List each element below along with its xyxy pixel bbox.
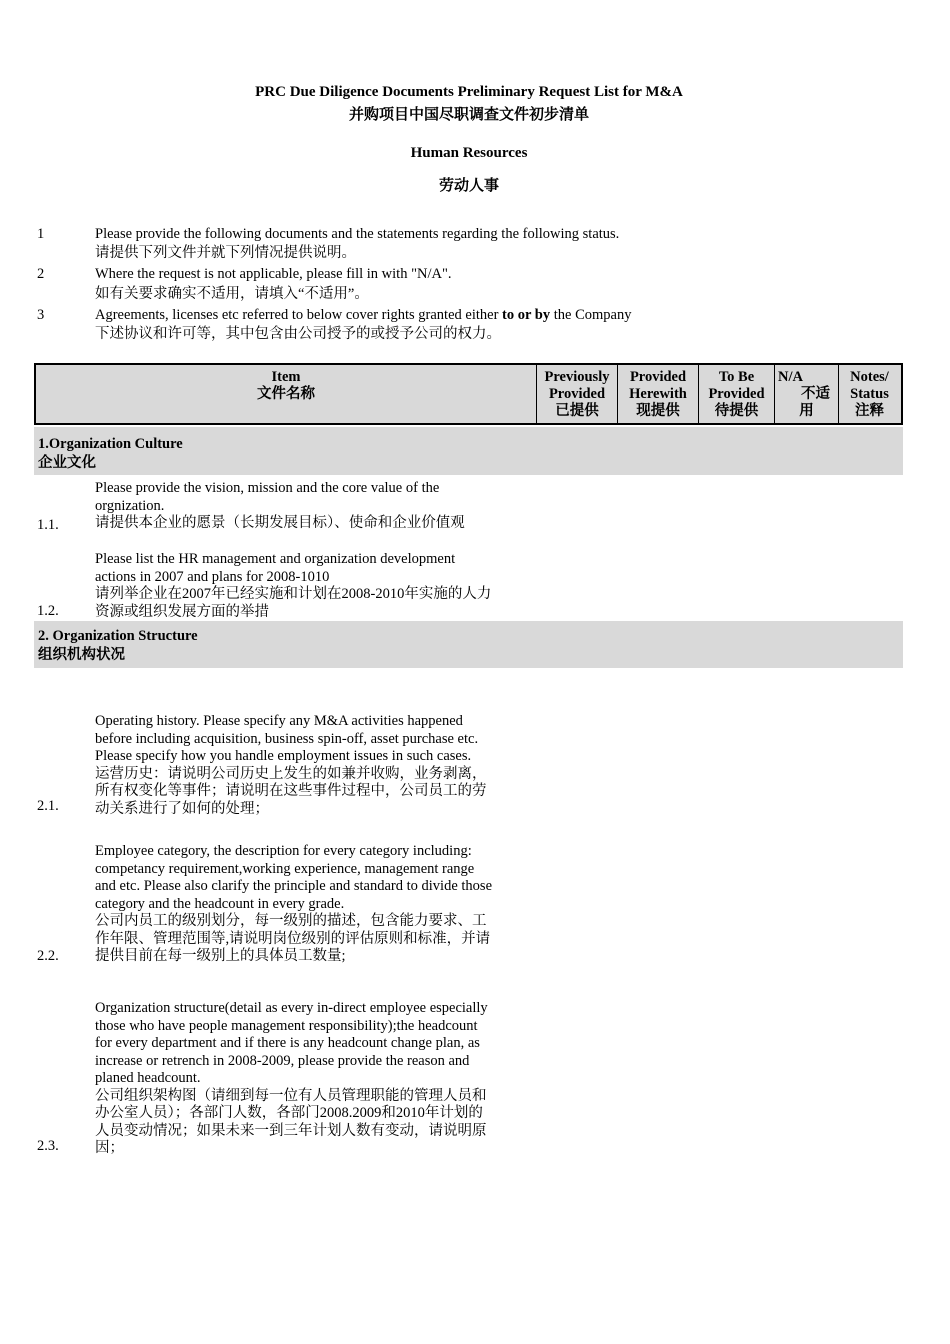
instruction-text: Please provide the following documents and the statements regarding the following status.	[95, 226, 620, 242]
header-label: To Be	[718, 369, 755, 385]
header-label-cn: 待提供	[714, 403, 759, 419]
header-previously-provided	[536, 365, 617, 423]
item-line-cn: 公司组织架构图（请细到每一位有人员管理职能的管理人员和	[95, 1087, 487, 1104]
item-line-cn: 人员变动情况；如果未来一到三年计划人数有变动，请说明原	[95, 1122, 487, 1139]
section-title-cn: 企业文化	[38, 455, 96, 471]
header-label: Status	[850, 386, 889, 402]
instruction-number: 3	[37, 307, 45, 323]
item-line: planed headcount.	[95, 1070, 201, 1086]
item-number: 2.2.	[37, 948, 59, 964]
section-title: 1.Organization Culture	[38, 436, 183, 452]
section-title-cn: 组织机构状况	[38, 647, 125, 663]
item-number: 2.1.	[37, 798, 59, 814]
instruction-number: 2	[37, 266, 45, 282]
section-row	[34, 621, 903, 668]
header-label: Notes/	[850, 369, 889, 385]
item-line: actions in 2007 and plans for 2008-1010	[95, 568, 330, 585]
header-label-cn: 不适	[801, 386, 830, 402]
header-item	[36, 365, 536, 423]
item-line: increase or retrench in 2008-2009, please provide the reason and	[95, 1052, 470, 1069]
header-provided-herewith	[617, 365, 698, 423]
section-title: 2. Organization Structure	[38, 628, 198, 644]
header-label: Provided	[548, 386, 606, 402]
header-na	[774, 365, 838, 423]
section-heading-cn: 劳动人事	[438, 178, 499, 194]
header-label-cn: 已提供	[555, 403, 599, 419]
item-line-cn: 办公室人员）；各部门人数，各部门2008.2009和2010年计划的	[95, 1105, 483, 1121]
instruction-text-cn: 请提供下列文件并就下列情况提供说明。	[95, 245, 356, 261]
item-line: before including acquisition, business spin-off, asset purchase etc.	[95, 730, 479, 747]
item-line: competancy requirement,working experience, management range	[95, 860, 475, 877]
item-description	[95, 551, 540, 621]
item-line: Please list the HR management and organization development	[95, 551, 456, 567]
item-number: 1.1.	[37, 517, 59, 533]
item-number: 1.2.	[37, 603, 59, 619]
item-description	[95, 480, 540, 533]
item-description	[95, 713, 540, 818]
section-row	[34, 427, 903, 475]
item-line: for every department and if there is any headcount change plan, as	[95, 1035, 480, 1051]
item-line-cn: 因；	[95, 1140, 124, 1156]
header-notes	[838, 365, 900, 423]
header-label-cn: 注释	[855, 403, 884, 419]
item-line: Organization structure(detail as every in-direct employee especially	[95, 1000, 488, 1016]
document-title-cn: 并购项目中国尽职调查文件初步清单	[348, 107, 589, 123]
header-label: N/A	[778, 369, 803, 385]
table-header	[34, 363, 903, 425]
item-line: those who have people management responsibility);the headcount	[95, 1017, 478, 1034]
item-line-cn: 公司内员工的级别划分，每一级别的描述，包含能力要求、工	[95, 913, 487, 929]
item-line: Operating history. Please specify any M&A activities happened	[95, 713, 463, 729]
item-description	[95, 1000, 540, 1158]
instruction-text-part: Agreements, licenses etc referred to below cover rights granted either	[95, 307, 503, 323]
header-label-cn: 现提供	[636, 403, 680, 419]
instruction-text-cn: 下述协议和许可等，其中包含由公司授予的或授予公司的权力。	[95, 326, 501, 342]
instruction-number: 1	[37, 226, 45, 242]
item-line: orgnization.	[95, 497, 165, 514]
instruction-text	[95, 306, 631, 325]
item-line-cn: 请列举企业在2007年已经实施和计划在2008-2010年实施的人力	[95, 586, 492, 602]
item-line: and etc. Please also clarify the principle and standard to divide those	[95, 878, 493, 894]
item-line-cn: 资源或组织发展方面的举措	[95, 603, 269, 620]
header-label: Herewith	[629, 386, 687, 402]
item-description	[95, 843, 540, 966]
item-line-cn: 所有权变化等事件；请说明在这些事件过程中，公司员工的劳	[95, 783, 487, 799]
instruction-text: Where the request is not applicable, please fill in with "N/A".	[95, 266, 452, 282]
item-line-cn: 运营历史：请说明公司历史上发生的如兼并收购，业务剥离，	[95, 765, 487, 782]
section-heading: Human Resources	[410, 145, 528, 161]
header-to-be-provided	[698, 365, 774, 423]
item-number: 2.3.	[37, 1138, 59, 1154]
item-line-cn: 提供目前在每一级别上的具体员工数量;	[95, 948, 346, 964]
document-title: PRC Due Diligence Documents Preliminary Request List for M&A	[255, 84, 683, 100]
header-label: Previously	[544, 369, 610, 385]
item-line-cn: 作年限、管理范围等,请说明岗位级别的评估原则和标准，并请	[95, 930, 491, 947]
item-line: category and the headcount in every grade.	[95, 895, 345, 912]
header-item-label: Item	[271, 369, 301, 385]
header-label: Provided	[629, 369, 687, 385]
instruction-text-part: the Company	[550, 307, 632, 323]
header-item-label-cn: 文件名称	[257, 386, 315, 402]
item-line-cn: 请提供本企业的愿景（长期发展目标）、使命和企业价值观	[95, 515, 465, 531]
item-line: Please specify how you handle employment issues in such cases.	[95, 748, 472, 764]
header-label: Provided	[708, 386, 765, 402]
item-line-cn: 动关系进行了如何的处理；	[95, 800, 269, 817]
header-label-cn: 用	[799, 403, 814, 419]
item-line: Employee category, the description for every category including:	[95, 843, 472, 859]
instruction-text-cn: 如有关要求确实不适用，请填入“不适用”。	[95, 286, 369, 302]
item-line: Please provide the vision, mission and the core value of the	[95, 480, 440, 496]
instruction-text-bold: to or by	[502, 307, 551, 323]
